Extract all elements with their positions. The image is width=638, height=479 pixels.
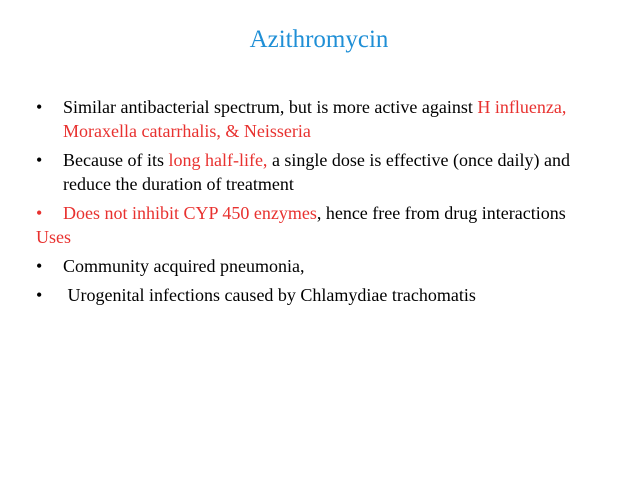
bullet-icon: • [36,203,43,223]
uses-item-urogenital [36,283,606,307]
bullet-text: Urogenital infections caused by Chlamydiae trachomatis [63,285,476,305]
highlight-text: long half-life, [168,150,268,170]
highlight-text: Does not inhibit CYP 450 enzymes [63,203,317,223]
highlight-text: H influenza, Moraxella catarrhalis, & Neisseria [63,97,567,141]
bullet-text [63,203,566,223]
bullet-item-spectrum [36,95,606,143]
slide-content [36,95,606,312]
text-run: , hence free from drug interactions [316,203,566,223]
bullet-text: Community acquired pneumonia, [63,256,305,276]
text-run: a single dose is effective (once daily) and reduce the duration of treatment [63,150,570,194]
bullet-icon: • [36,150,43,170]
bullet-icon: • [36,285,43,305]
bullet-icon: • [36,97,43,117]
uses-heading: Uses [36,227,71,247]
text-run: Because of its [63,150,169,170]
bullet-item-cyp450 [36,201,606,225]
bullet-item-half-life [36,148,606,196]
text-run: Similar antibacterial spectrum, but is more active against [63,97,478,117]
uses-item-pneumonia [36,254,606,278]
bullet-text [63,150,570,194]
bullet-icon: • [36,256,43,276]
bullet-text [63,97,566,141]
slide-title: Azithromycin [249,26,389,53]
